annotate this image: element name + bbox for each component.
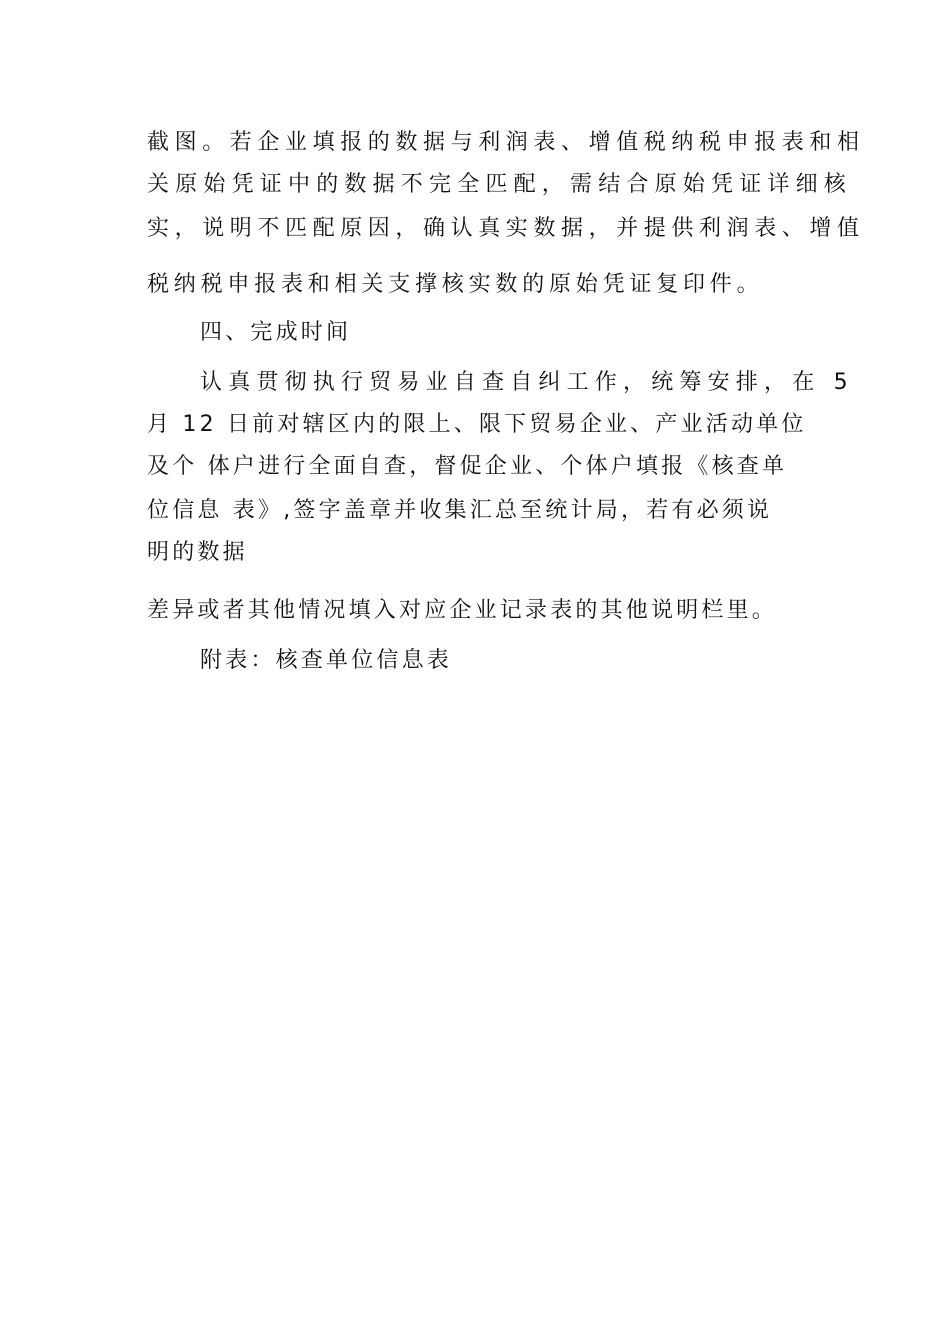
paragraph-line-7: 及个 体户进行全面自查，督促企业、个体户填报《核查单: [147, 454, 788, 479]
paragraph-line-9: 明的数据: [147, 540, 248, 565]
attachment-label: 附表：核查单位信息表: [200, 648, 453, 673]
section-heading: 四、完成时间: [200, 320, 352, 345]
paragraph-line-3: 实，说明不匹配原因，确认真实数据，并提供利润表、增值: [147, 216, 865, 241]
paragraph-line-6: 月 12 日前对辖区内的限上、限下贸易企业、产业活动单位: [147, 412, 807, 437]
paragraph-line-2: 关原始凭证中的数据不完全匹配，需结合原始凭证详细核: [147, 172, 853, 197]
paragraph-line-5: 认真贯彻执行贸易业自查自纠工作，统筹安排，在 5: [200, 370, 854, 395]
paragraph-line-10: 差异或者其他情况填入对应企业记录表的其他说明栏里。: [147, 598, 778, 623]
paragraph-line-1: 截图。若企业填报的数据与利润表、增值税纳税申报表和相: [147, 130, 865, 155]
paragraph-line-4: 税纳税申报表和相关支撑核实数的原始凭证复印件。: [147, 272, 764, 297]
paragraph-line-8: 位信息 表》,签字盖章并收集汇总至统计局，若有必须说: [147, 498, 773, 523]
